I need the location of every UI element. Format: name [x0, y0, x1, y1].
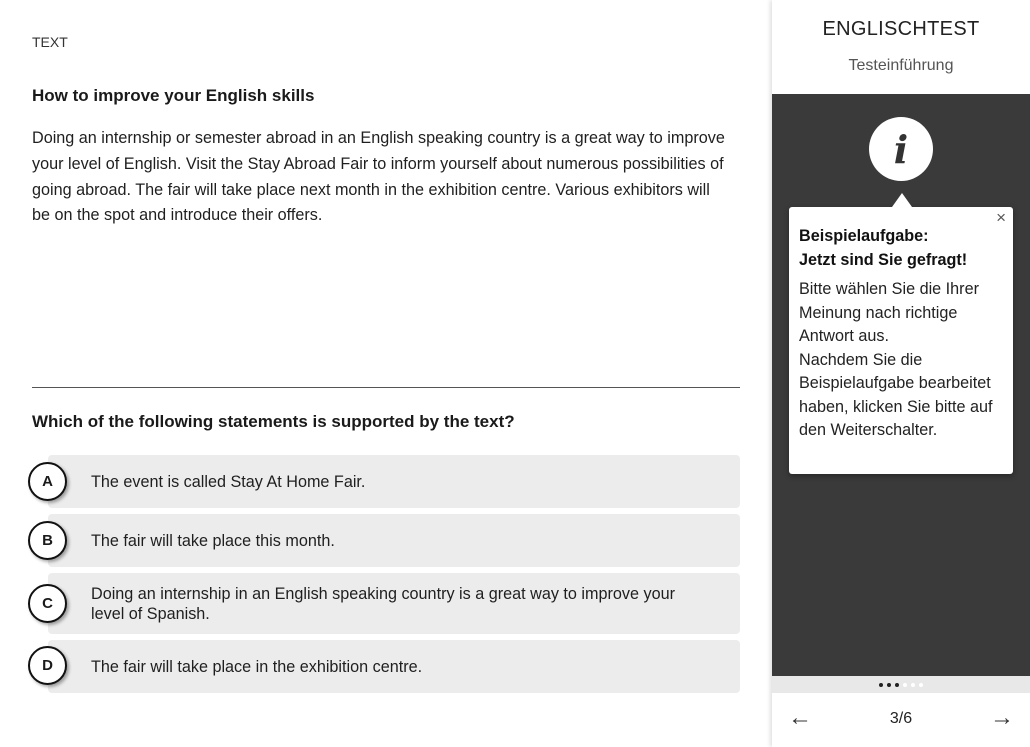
section-label: TEXT [32, 34, 68, 50]
answer-option-c-text: Doing an internship in an English speaking country is a great way to improve your level of Spanish. [91, 584, 675, 623]
answer-option-c[interactable] [48, 573, 740, 634]
progress-dot [903, 683, 907, 687]
progress-dot [911, 683, 915, 687]
progress-dot [895, 683, 899, 687]
progress-dots [772, 676, 1030, 693]
divider [32, 387, 740, 388]
popup-heading-line2: Jetzt sind Sie gefragt! [799, 250, 968, 269]
navigation-bar [772, 693, 1030, 747]
popup-heading [799, 225, 1003, 272]
sidebar-title: ENGLISCHTEST [822, 18, 980, 40]
popup-body: Bitte wählen Sie die Ihrer Meinung nach richtige Antwort aus. Nachdem Sie die Beispielaufgabe bearbeitet haben, klicken Sie bitte auf den Weiterschalter. [799, 280, 993, 439]
sidebar-subtitle: Testeinführung [848, 57, 954, 74]
close-icon[interactable]: × [996, 208, 1006, 227]
popup-heading-line1: Beispielaufgabe: [799, 227, 929, 245]
answer-option-a-text: The event is called Stay At Home Fair. [91, 472, 366, 491]
answer-badge-c[interactable]: C [28, 584, 67, 623]
sidebar [772, 0, 1030, 747]
text-body: Doing an internship or semester abroad in an English speaking country is a great way to improve your level of English. Visit the Stay Abroad Fair to inform yourself about numerous possibilities of going abroad. The fair will take place next month in the exhibition centre. Various exhibitors will be on the spot and introduce their offers. [32, 129, 725, 225]
answer-option-b[interactable] [48, 514, 740, 567]
progress-dot [879, 683, 883, 687]
answer-option-b-text: The fair will take place this month. [91, 531, 335, 550]
progress-dot [919, 683, 923, 687]
text-title: How to improve your English skills [32, 86, 315, 105]
info-icon: i [869, 117, 933, 181]
page-counter: 3/6 [889, 710, 913, 727]
answer-option-d[interactable] [48, 640, 740, 693]
answer-option-a[interactable] [48, 455, 740, 508]
question-text: Which of the following statements is supported by the text? [32, 412, 515, 431]
answer-badge-a[interactable]: A [28, 462, 67, 501]
answer-option-d-text: The fair will take place in the exhibition centre. [91, 657, 423, 676]
arrow-left-icon[interactable]: ← [788, 704, 812, 731]
arrow-right-icon[interactable]: → [990, 704, 1014, 731]
answer-badge-b[interactable]: B [28, 521, 67, 560]
answer-badge-d[interactable]: D [28, 646, 67, 685]
progress-dot [887, 683, 891, 687]
info-panel [772, 94, 1030, 676]
info-popup [789, 207, 1013, 474]
